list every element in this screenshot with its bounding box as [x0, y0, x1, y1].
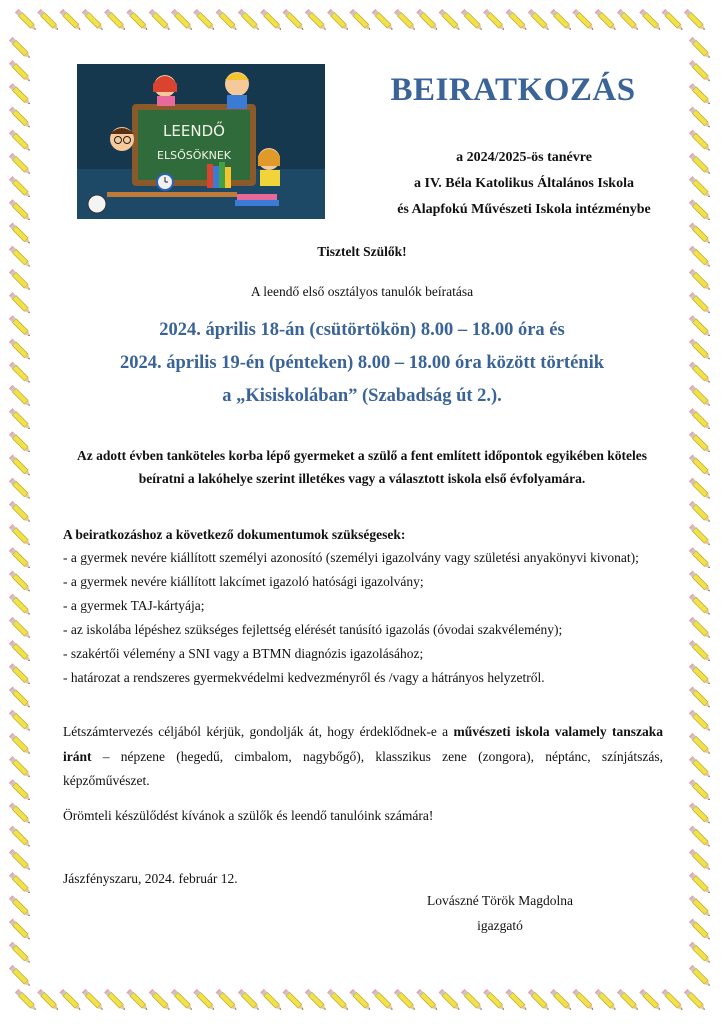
pencil-icon	[9, 965, 32, 988]
pencil-icon	[9, 663, 32, 686]
pencil-icon	[9, 594, 32, 617]
pencil-icon	[9, 408, 32, 431]
pencil-icon	[9, 199, 32, 222]
pencil-icon	[689, 733, 712, 756]
location-line: a „Kisiskolában” (Szabadság út 2.).	[222, 386, 502, 406]
pencil-icon	[9, 478, 32, 501]
pencil-icon	[689, 547, 712, 570]
pencil-icon	[82, 989, 105, 1012]
pencil-icon	[349, 9, 372, 32]
pencil-icon	[282, 9, 305, 32]
pencil-icon	[689, 710, 712, 733]
pencil-icon	[9, 547, 32, 570]
document-item: - a gyermek nevére kiállított személyi azonosító (személyi igazolvány vagy születési anyakönyvi kivonat);	[63, 550, 639, 565]
pencil-icon	[572, 9, 595, 32]
art-text-2: – népzene (hegedű, cimbalom, nagybőgő), klasszikus zene (zongora), néptánc, színjátszás, képzőművészet.	[63, 748, 663, 788]
board-text-1: LEENDŐ	[163, 122, 225, 140]
school-year: a 2024/2025-ös tanévre	[456, 150, 592, 165]
art-school-paragraph	[63, 720, 663, 794]
pencil-icon	[9, 942, 32, 965]
document-item: - szakértői vélemény a SNI vagy a BTMN diagnózis igazolásához;	[63, 646, 424, 661]
pencil-icon	[216, 989, 239, 1012]
signatory-role: igazgató	[477, 918, 523, 933]
pencil-icon	[37, 989, 60, 1012]
books	[207, 164, 213, 188]
pencil-icon	[104, 989, 127, 1012]
pencil-icon	[689, 385, 712, 408]
pencil-icon	[689, 408, 712, 431]
pencil-icon	[689, 872, 712, 895]
pencil-icon	[372, 989, 395, 1012]
pencil-icon	[9, 640, 32, 663]
pencil-icon	[639, 989, 662, 1012]
pencil-icon	[9, 617, 32, 640]
pencil-icon	[684, 989, 707, 1012]
obligation-line-1: Az adott évben tanköteles korba lépő gyermeket a szülő a fent említett időpontok egyikében köteles	[77, 448, 647, 463]
pencil-icon	[689, 965, 712, 988]
pencil-icon	[9, 872, 32, 895]
pencil-icon	[595, 9, 618, 32]
pencil-icon	[689, 779, 712, 802]
pencil-icon	[171, 989, 194, 1012]
board-text-2: ELSŐSÖKNEK	[157, 149, 231, 162]
date-line-2: 2024. április 19-én (pénteken) 8.00 – 18.00 óra között történik	[119, 353, 605, 373]
pencil-icon	[9, 315, 32, 338]
pencil-icon	[9, 849, 32, 872]
pencil-icon	[305, 989, 328, 1012]
pencil-icon	[689, 895, 712, 918]
pencil-icon	[349, 989, 372, 1012]
pencil-icon	[483, 989, 506, 1012]
pencil-icon	[9, 733, 32, 756]
pencil-icon	[9, 779, 32, 802]
pencil-icon	[689, 826, 712, 849]
pencil-icon	[689, 338, 712, 361]
document-item: - határozat a rendszeres gyermekvédelmi kedvezményről és /vagy a hátrányos helyzetről.	[63, 670, 545, 685]
pencil-icon	[9, 826, 32, 849]
school-illustration	[77, 64, 325, 219]
pencil-icon	[689, 130, 712, 153]
pencil-icon	[416, 989, 439, 1012]
pencil-icon	[689, 362, 712, 385]
pencil-icon	[149, 9, 172, 32]
document-item: - a gyermek nevére kiállított lakcímet igazoló hatósági igazolvány;	[63, 574, 424, 589]
pencil-icon	[689, 686, 712, 709]
pencil-icon	[689, 37, 712, 60]
pencil-icon	[9, 895, 32, 918]
pencil-icon	[528, 989, 551, 1012]
pencil-icon	[9, 176, 32, 199]
pencil-icon	[684, 9, 707, 32]
pencil-icon	[617, 9, 640, 32]
pencil-icon	[439, 9, 462, 32]
pencil-icon	[126, 989, 149, 1012]
pencil-icon	[260, 989, 283, 1012]
pencil-icon	[689, 570, 712, 593]
pencil-icon	[171, 9, 194, 32]
pencil-icon	[689, 431, 712, 454]
pencil-icon	[483, 9, 506, 32]
pencil-icon	[439, 989, 462, 1012]
pencil-icon	[528, 9, 551, 32]
pencil-icon	[689, 315, 712, 338]
pencil-icon	[394, 989, 417, 1012]
pencil-icon	[9, 710, 32, 733]
pencil-icon	[689, 640, 712, 663]
pencil-icon	[662, 989, 685, 1012]
pencil-icon	[9, 83, 32, 106]
pencil-icon	[305, 9, 328, 32]
pencil-icon	[126, 9, 149, 32]
pencil-icon	[9, 130, 32, 153]
pencil-icon	[505, 989, 528, 1012]
pencil-icon	[639, 9, 662, 32]
pencil-icon	[9, 338, 32, 361]
school-name-cont: és Alapfokú Művészeti Iskola intézménybe	[397, 202, 651, 217]
pencil-icon	[689, 617, 712, 640]
greeting: Tisztelt Szülők!	[317, 244, 407, 259]
pencil-icon	[550, 9, 573, 32]
intro-text: A leendő első osztályos tanulók beíratása	[250, 284, 474, 299]
pencil-icon	[9, 501, 32, 524]
pencil-icon	[461, 989, 484, 1012]
pencil-icon	[372, 9, 395, 32]
pencil-icon	[59, 989, 82, 1012]
pencil-icon	[9, 60, 32, 83]
pencil-icon	[9, 222, 32, 245]
pencil-icon	[9, 431, 32, 454]
pencil-icon	[9, 918, 32, 941]
pencil-icon	[9, 802, 32, 825]
pencil-icon	[238, 9, 261, 32]
art-text-bold: művészeti iskola valamely tanszaka iránt	[63, 724, 663, 764]
art-text-1: Létszámtervezés céljából kérjük, gondolják át, hogy érdeklődnek-e a	[63, 724, 454, 739]
pencil-icon	[193, 989, 216, 1012]
date-line-1: 2024. április 18-án (csütörtökön) 8.00 – 18.00 óra és	[159, 320, 565, 340]
pencil-icon	[595, 989, 618, 1012]
signatory-name: Lovászné Török Magdolna	[427, 893, 573, 908]
pencil-icon	[689, 524, 712, 547]
pencil-icon	[15, 989, 38, 1012]
pencil-icon	[689, 918, 712, 941]
pencil-icon	[572, 989, 595, 1012]
pencil-icon	[9, 454, 32, 477]
ball-icon	[88, 195, 106, 213]
pencil-icon	[9, 570, 32, 593]
pencil-icon	[416, 9, 439, 32]
pencil-icon	[9, 686, 32, 709]
pencil-icon	[689, 942, 712, 965]
obligation-line-2: beíratni a lakóhelye szerint illetékes vagy a választott iskola első évfolyamára.	[138, 471, 586, 486]
pencil-icon	[689, 663, 712, 686]
pencil-icon	[9, 37, 32, 60]
pencil-icon	[689, 756, 712, 779]
pencil-icon	[9, 106, 32, 129]
pencil-icon	[550, 989, 573, 1012]
pencil-icon	[689, 594, 712, 617]
pencil-icon	[9, 153, 32, 176]
pencil-icon	[282, 989, 305, 1012]
pencil-icon	[689, 454, 712, 477]
pencil-icon	[461, 9, 484, 32]
pencil-icon	[82, 9, 105, 32]
pencil-icon	[394, 9, 417, 32]
document-item: - a gyermek TAJ-kártyája;	[63, 598, 205, 613]
document-item: - az iskolába lépéshez szükséges fejlettség elérését tanúsító igazolás (óvodai szakvélemény);	[63, 622, 563, 637]
pencil-icon	[689, 501, 712, 524]
pencil-icon	[689, 106, 712, 129]
pencil-icon	[327, 9, 350, 32]
pencil-icon	[689, 802, 712, 825]
pencil-icon	[617, 989, 640, 1012]
pencil-icon	[193, 9, 216, 32]
pencil-icon	[9, 756, 32, 779]
place-date: Jászfényszaru, 2024. február 12.	[63, 871, 238, 886]
pencil-icon	[689, 849, 712, 872]
pencil-icon	[216, 9, 239, 32]
pencil-icon	[689, 478, 712, 501]
school-name: a IV. Béla Katolikus Általános Iskola	[414, 176, 634, 191]
pencil-icon	[9, 362, 32, 385]
pencil-icon	[9, 524, 32, 547]
documents-heading: A beiratkozáshoz a következő dokumentumok szükségesek:	[63, 527, 406, 542]
page-title: BEIRATKOZÁS	[390, 72, 636, 108]
pencil-icon	[662, 9, 685, 32]
pencil-icon	[37, 9, 60, 32]
pencil-icon	[104, 9, 127, 32]
pencil-icon	[505, 9, 528, 32]
pencil-icon	[689, 222, 712, 245]
pencil-icon	[149, 989, 172, 1012]
pencil-icon	[9, 385, 32, 408]
pencil-icon	[59, 9, 82, 32]
pencil-icon	[260, 9, 283, 32]
pencil-icon	[238, 989, 261, 1012]
wishes-text: Örömteli készülődést kívánok a szülők és leendő tanulóink számára!	[63, 808, 434, 823]
pencil-icon	[15, 9, 38, 32]
pencil-icon	[327, 989, 350, 1012]
